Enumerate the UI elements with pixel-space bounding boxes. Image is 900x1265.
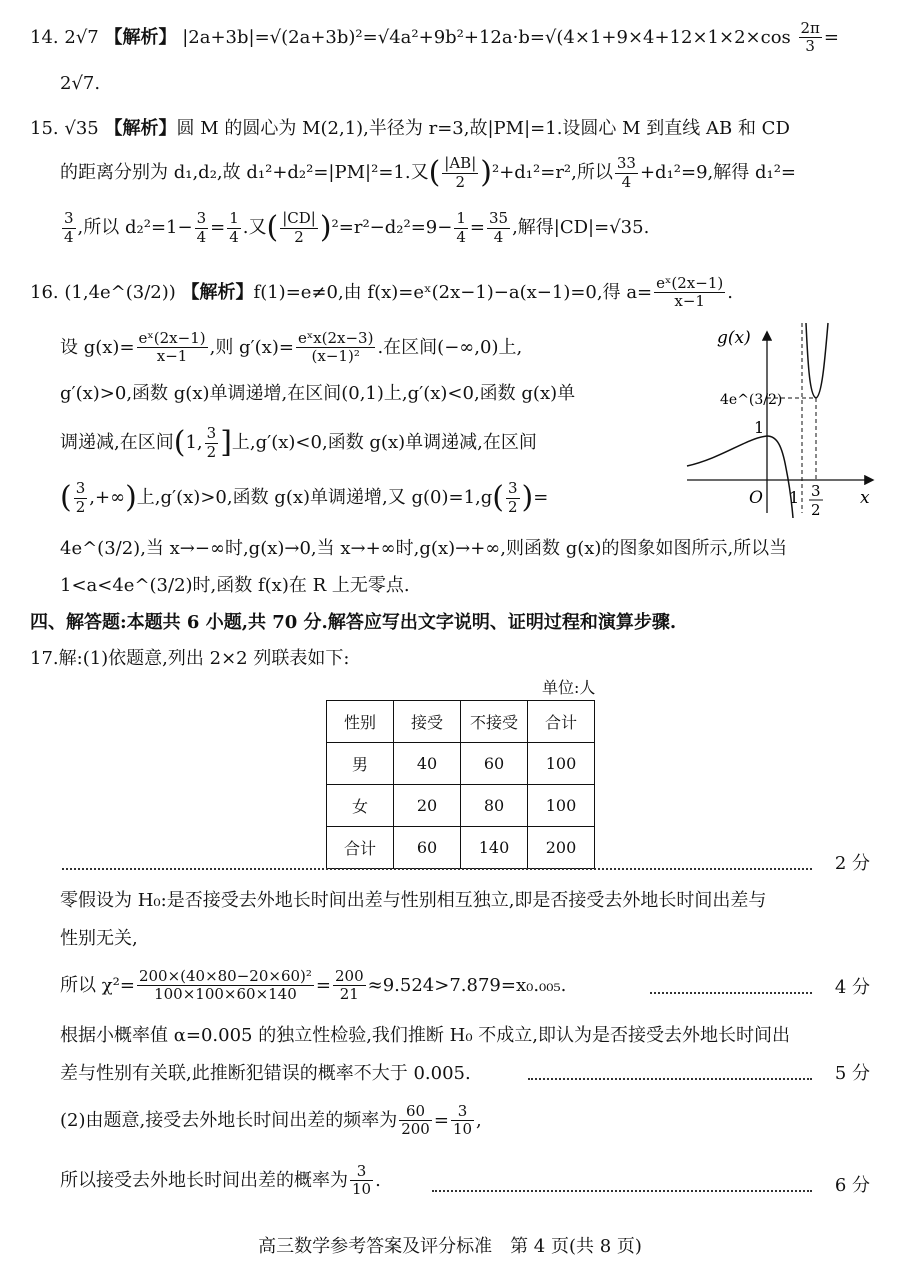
graph-tick-3-2-num: 3 xyxy=(811,482,821,500)
chi-eq: = xyxy=(315,974,331,996)
graph-curve-left xyxy=(687,436,793,518)
score-6: 6 分 xyxy=(834,1175,870,1196)
q15-frac-34: $\frac{3}{4}$ xyxy=(64,209,74,246)
q14-result: 2√7. xyxy=(60,73,101,94)
q15-line3: $\frac{3}{4}$ ,所以 d₂²=1− $\frac{3}{4}$ = $\frac{1}{4}$ .又( $\frac{|CD|}{2}$ )²=r²−d₂²=9− $\frac{1}{4}$ = $\frac{35}{4}$ ,解得|CD|=√35. xyxy=(64,209,650,246)
table-cell: 100 xyxy=(528,785,595,827)
table-cell: 140 xyxy=(461,827,528,869)
table-cell: 60 xyxy=(394,827,461,869)
part2-text: (2)由题意,接受去外地长时间出差的频率为 xyxy=(60,1109,398,1131)
table-header-cell: 性别 xyxy=(327,701,394,743)
q15-frac-354: $\frac{35}{4}$ xyxy=(488,209,509,246)
q16-text-2c: .在区间(−∞,0)上, xyxy=(377,336,523,358)
q14-expr-4: =√(4×1+9×4+12×1×2×cos xyxy=(529,26,791,48)
q16-text-5c: = xyxy=(533,487,549,508)
q14-answer: 2√7 xyxy=(64,26,99,48)
q15-text-3f: = xyxy=(469,217,485,238)
q14-number: 14. xyxy=(30,26,59,48)
table-cell: 女 xyxy=(327,785,394,827)
q16-text-5b: 上,g′(x)>0,函数 g(x)单调递增,又 g(0)=1,g xyxy=(136,487,493,508)
q17-contingency-table xyxy=(326,700,595,869)
graph-y-label: g(x) xyxy=(717,328,751,348)
score-leader-5 xyxy=(528,1078,812,1080)
q15-line1 xyxy=(30,118,790,140)
table-cell: 100 xyxy=(528,743,595,785)
q15-frac-33: $\frac{33}{4}$ xyxy=(616,154,636,191)
q16-frac-a: $\frac{\text{eˣ(2x−1)}}{x-1}$ xyxy=(656,274,724,311)
q15-text-1: 圆 M 的圆心为 M(2,1),半径为 r=3,故|PM|=1.设圆心 M 到直线 AB 和 CD xyxy=(176,118,790,139)
q15-text-2a: 的距离分别为 d₁,d₂,故 d₁²+d₂²=|PM|²=1.又 xyxy=(60,162,429,183)
chi-fraction: $\frac{\text{200×(40×80−20×60)²}}{100\times 100\times 60\times 140}$ xyxy=(138,967,312,1004)
q15-frac-14b: $\frac{1}{4}$ xyxy=(456,209,466,246)
table-header-cell: 不接受 xyxy=(461,701,528,743)
q17-part2b-line xyxy=(60,1163,381,1199)
q16-frac-32b: $\frac{3}{2}$ xyxy=(75,479,86,516)
q16-answer: (1,4e^(3/2)) xyxy=(64,281,176,303)
q16-text-1a: f(1)=e≠0,由 f(x)=eˣ(2x−1)−a(x−1)=0,得 a= xyxy=(253,281,653,303)
q17-chi-line xyxy=(60,968,566,1004)
q15-text-2b: ²+d₁²=r²,所以 xyxy=(491,162,613,183)
graph-tick-1: 1 xyxy=(789,488,800,507)
score-5: 5 分 xyxy=(834,1063,870,1084)
graph-tick-3-2-den: 2 xyxy=(811,501,821,519)
q15-number: 15. xyxy=(30,118,59,139)
q16-line2 xyxy=(60,330,522,366)
q16-frac-32a: $\frac{3}{2}$ xyxy=(206,424,217,461)
table-cell: 20 xyxy=(394,785,461,827)
table-header-cell: 合计 xyxy=(528,701,595,743)
q17-intro: 17.解:(1)依题意,列出 2×2 列联表如下: xyxy=(30,648,350,669)
q17-concl-line2: 差与性别有关联,此推断犯错误的概率不大于 0.005. xyxy=(60,1063,471,1084)
q14-eq: = xyxy=(823,26,839,48)
score-leader-6 xyxy=(432,1190,812,1192)
graph-curve-right xyxy=(806,323,828,398)
q15-frac-34b: $\frac{3}{4}$ xyxy=(196,209,207,246)
table-cell: 合计 xyxy=(327,827,394,869)
part2-end: , xyxy=(476,1109,482,1131)
q15-text-3g: ,解得|CD|=√35. xyxy=(512,217,650,238)
table-cell: 200 xyxy=(528,827,595,869)
part2b-end: . xyxy=(375,1169,381,1191)
q17-unit: 单位:人 xyxy=(542,678,596,697)
q14-expr-2: √(2a+3b)² xyxy=(269,26,363,48)
q16-frac-32c: $\frac{3}{2}$ xyxy=(507,479,518,516)
q17-concl-line1: 根据小概率值 α=0.005 的独立性检验,我们推断 H₀ 不成立,即认为是否接受去外地长时间出 xyxy=(60,1025,791,1046)
q15-text-2c: +d₁²=9,解得 d₁²= xyxy=(639,162,797,183)
chi-prefix: 所以 χ²= xyxy=(60,974,135,996)
q16-line7: 1<a<4e^(3/2)时,函数 f(x)在 R 上无零点. xyxy=(60,575,410,596)
q15-text-3b: ,所以 d₂²=1− xyxy=(77,217,193,238)
q17-h0-line1: 零假设为 H₀:是否接受去外地长时间出差与性别相互独立,即是否接受去外地长时间出差与 xyxy=(60,890,767,911)
table-header-cell: 接受 xyxy=(394,701,461,743)
table-cell: 80 xyxy=(461,785,528,827)
q15-text-3c: = xyxy=(210,217,226,238)
graph-x-label: x xyxy=(860,488,870,508)
part2-eq: = xyxy=(433,1109,449,1131)
table-cell: 40 xyxy=(394,743,461,785)
score-2: 2 分 xyxy=(834,853,870,874)
table-cell: 60 xyxy=(461,743,528,785)
score-leader-2 xyxy=(62,868,812,870)
q15-answer: √35 xyxy=(64,118,99,139)
q14-expr-1: |2a+3b|= xyxy=(182,26,270,48)
q17-h0-line2: 性别无关, xyxy=(60,928,138,949)
q16-line6: 4e^(3/2),当 x→−∞时,g(x)→0,当 x→+∞时,g(x)→+∞,则函数 g(x)的图象如图所示,所以当 xyxy=(60,538,788,559)
part2b-text: 所以接受去外地长时间出差的概率为 xyxy=(60,1169,348,1191)
table-cell: 男 xyxy=(327,743,394,785)
table-row xyxy=(327,827,595,869)
q16-frac-g: $\frac{\text{eˣ(2x−1)}}{x-1}$ xyxy=(138,329,206,366)
q15-frac-ab: $\frac{|AB|}{2}$ xyxy=(444,154,477,191)
graph-origin-label: O xyxy=(749,488,763,508)
q14-cos-fraction: $\frac{2\pi}{3}$ xyxy=(800,19,820,56)
table-row xyxy=(327,785,595,827)
q15-line2: 的距离分别为 d₁,d₂,故 d₁²+d₂²=|PM|²=1.又( $\frac{|AB|}{2}$ )²+d₁²=r²,所以 $\frac{33}{4}$ +d₁²=9,解得 d₁²= xyxy=(60,154,797,191)
q16-text-4b: 上,g′(x)<0,函数 g(x)单调递减,在区间 xyxy=(231,432,537,453)
q16-tag: 【解析】 xyxy=(181,281,254,303)
q17-part2-line xyxy=(60,1103,482,1139)
score-leader-4 xyxy=(650,992,812,994)
chi-fraction-2: $\frac{200}{21}$ xyxy=(335,967,364,1004)
q15-text-3e: ²=r²−d₂²=9− xyxy=(331,217,453,238)
table-header-row xyxy=(327,701,595,743)
section4-heading: 四、解答题:本题共 6 小题,共 70 分.解答应写出文字说明、证明过程和演算步骤. xyxy=(30,612,677,633)
q16-line1 xyxy=(30,275,733,311)
q15-tag: 【解析】 xyxy=(104,118,177,139)
part2-frac-b: $\frac{3}{10}$ xyxy=(452,1102,473,1139)
q16-text-2a: 设 g(x)= xyxy=(60,336,135,358)
q16-text-4a: 调递减,在区间 xyxy=(60,432,174,453)
part2b-frac: $\frac{3}{10}$ xyxy=(352,1162,372,1199)
q14-tag: 【解析】 xyxy=(104,26,177,48)
q16-line4: 调递减,在区间(1, $\frac{3}{2}$ ]上,g′(x)<0,函数 g(x)单调递减,在区间 xyxy=(60,424,537,461)
q16-frac-gp: $\frac{\text{eˣx(2x−3)}}{\text{(x−1)²}}$ xyxy=(297,329,374,366)
q15-frac-14: $\frac{1}{4}$ xyxy=(229,209,239,246)
q15-frac-cd: $\frac{|CD|}{2}$ xyxy=(282,209,316,246)
part2-frac-a: $\frac{60}{200}$ xyxy=(401,1102,430,1139)
score-4: 4 分 xyxy=(834,977,870,998)
q16-line5: ( $\frac{3}{2}$ ,+∞)上,g′(x)>0,函数 g(x)单调递增,又 g(0)=1,g( $\frac{3}{2}$ )= xyxy=(60,479,549,516)
q16-text-2b: ,则 g′(x)= xyxy=(209,336,294,358)
chi-result: ≈9.524>7.879=x₀.₀₀₅. xyxy=(367,974,567,996)
q14-expr-3: =√4a²+9b²+12a·b xyxy=(362,26,530,48)
q16-line3: g′(x)>0,函数 g(x)单调递增,在区间(0,1)上,g′(x)<0,函数 g(x)单 xyxy=(60,383,576,404)
page-footer: 高三数学参考答案及评分标准 第 4 页(共 8 页) xyxy=(258,1236,642,1257)
q14-line1 xyxy=(30,20,839,56)
q16-number: 16. xyxy=(30,281,59,303)
graph-y-tick-1: 1 xyxy=(754,418,765,437)
q15-text-3d: .又 xyxy=(242,217,267,238)
q16-graph xyxy=(682,318,882,523)
graph-y-tick-4e: 4e^(3/2) xyxy=(720,392,783,408)
q16-text-1end: . xyxy=(727,281,733,303)
table-row xyxy=(327,743,595,785)
